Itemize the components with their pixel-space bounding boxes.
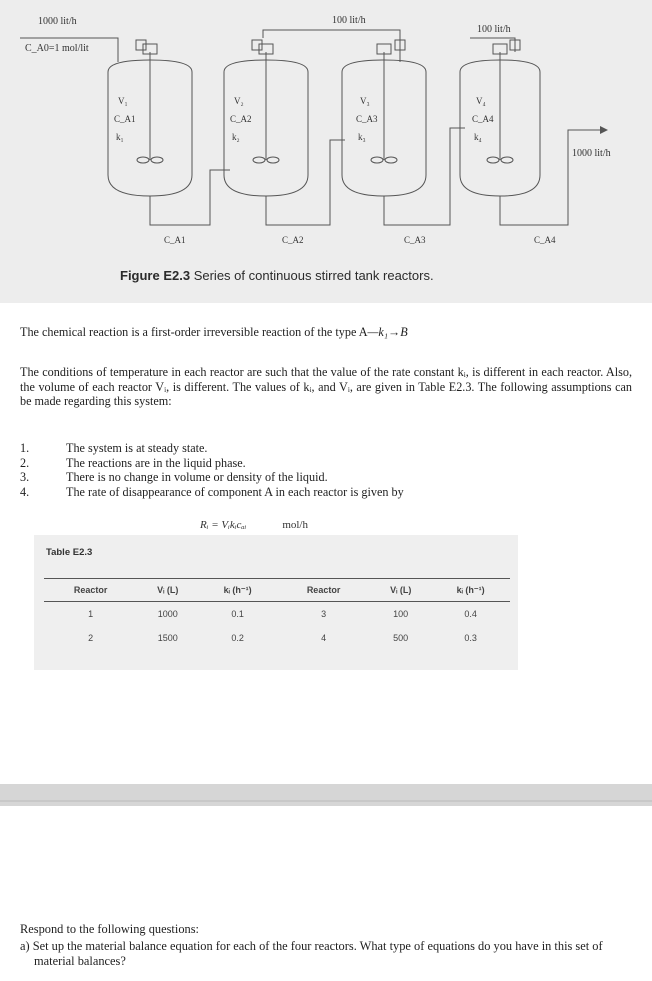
- table-header: Reactor: [277, 579, 370, 602]
- svg-text:k₂: k₂: [232, 132, 240, 142]
- table-cell: 0.1: [231, 609, 244, 619]
- table-cell: 1000: [157, 609, 178, 619]
- svg-text:k₁: k₁: [116, 132, 124, 142]
- reactor-2-labels: [230, 96, 252, 142]
- rate-formula: Rᵢ = Vᵢkᵢcₐᵢ: [200, 519, 247, 531]
- svg-text:C_A3: C_A3: [356, 114, 378, 124]
- svg-text:V₂: V₂: [234, 96, 244, 106]
- svg-text:k₄: k₄: [474, 132, 482, 142]
- figure-caption: [120, 268, 434, 283]
- table-cell: 100: [393, 609, 409, 619]
- reactor-tank-2: [224, 44, 345, 225]
- page-separator: [0, 784, 652, 806]
- table-row: [44, 626, 510, 650]
- table-header: Reactor: [44, 579, 137, 602]
- assumptions-list: [20, 441, 632, 499]
- reactor-data-table: [44, 578, 510, 650]
- rate-equation: [200, 519, 308, 531]
- questions-intro: Respond to the following questions:: [20, 922, 199, 936]
- table-row: [44, 602, 510, 627]
- table-title: Table E2.3: [46, 547, 93, 558]
- reactor-tank-1: [108, 44, 230, 225]
- feed-flow-label: 1000 lit/h: [38, 16, 77, 27]
- table-cell: 1500: [157, 633, 178, 643]
- caption-text: Series of continuous stirred tank reactors.: [193, 268, 434, 283]
- question-a: a) Set up the material balance equation for each of the four reactors. What type of equations do you have in this set of material balances?: [20, 939, 603, 968]
- reactor-1-labels: [114, 96, 136, 142]
- bypass-line-1: [263, 30, 400, 52]
- table-cell: 0.4: [464, 609, 477, 619]
- table-header: kᵢ (h⁻¹): [431, 579, 510, 602]
- bypass-flow-label-2: 100 lit/h: [477, 24, 511, 35]
- svg-text:C_A4: C_A4: [472, 114, 494, 124]
- stream-label-3: C_A3: [404, 235, 426, 245]
- table-cell: 2: [88, 633, 94, 643]
- outlet-flow-label: 1000 lit/h: [572, 148, 611, 159]
- reaction-statement: [20, 325, 630, 340]
- svg-text:C_A2: C_A2: [230, 114, 252, 124]
- table-header: kᵢ (h⁻¹): [198, 579, 277, 602]
- svg-text:k₃: k₃: [358, 132, 366, 142]
- feed-conc-label: C_A0=1 mol/lit: [25, 43, 89, 54]
- reaction-intro: The chemical reaction is a first-order irreversible reaction of the type A: [20, 325, 368, 339]
- list-item: 2. The reactions are in the liquid phase.: [20, 455, 246, 470]
- conditions-paragraph: The conditions of temperature in each reactor are such that the value of the rate constant kᵢ, is different in each reactor. Also, the volume of each reactor Vᵢ, is different. The values of kᵢ, and Vᵢ, are given in Table E2.3. The following assumptions can be made regarding this system:: [20, 365, 632, 409]
- svg-text:V₄: V₄: [476, 96, 486, 106]
- table-header: Vᵢ (L): [137, 579, 198, 602]
- svg-text:V₃: V₃: [360, 96, 370, 106]
- bypass-flow-label-1: 100 lit/h: [332, 15, 366, 26]
- outlet-arrow-icon: [600, 126, 608, 134]
- svg-text:V₁: V₁: [118, 96, 128, 106]
- stream-label-2: C_A2: [282, 235, 304, 245]
- table-cell: 1: [88, 609, 94, 619]
- stream-label-4: C_A4: [534, 235, 556, 245]
- list-item: 3. There is no change in volume or density of the liquid.: [20, 470, 328, 485]
- table-header-row: [44, 579, 510, 602]
- list-item: 4. The rate of disappearance of component A in each reactor is given by: [20, 484, 404, 499]
- table-cell: 3: [321, 609, 327, 619]
- reactor-3-labels: [356, 96, 378, 142]
- table-cell: 0.3: [464, 633, 477, 643]
- caption-label: Figure E2.3: [120, 268, 191, 283]
- reactor-4-labels: [472, 96, 494, 142]
- list-item: 1. The system is at steady state.: [20, 441, 208, 455]
- table-cell: 4: [321, 633, 327, 643]
- svg-text:C_A1: C_A1: [114, 114, 136, 124]
- reaction-arrow: —k₁→B: [367, 325, 408, 339]
- cstr-series-diagram: [0, 0, 652, 303]
- page-separator-line: [0, 800, 652, 802]
- table-cell: 500: [393, 633, 409, 643]
- stream-label-1: C_A1: [164, 235, 186, 245]
- table-header: Vᵢ (L): [370, 579, 431, 602]
- table-cell: 0.2: [231, 633, 244, 643]
- rate-unit: mol/h: [282, 519, 308, 531]
